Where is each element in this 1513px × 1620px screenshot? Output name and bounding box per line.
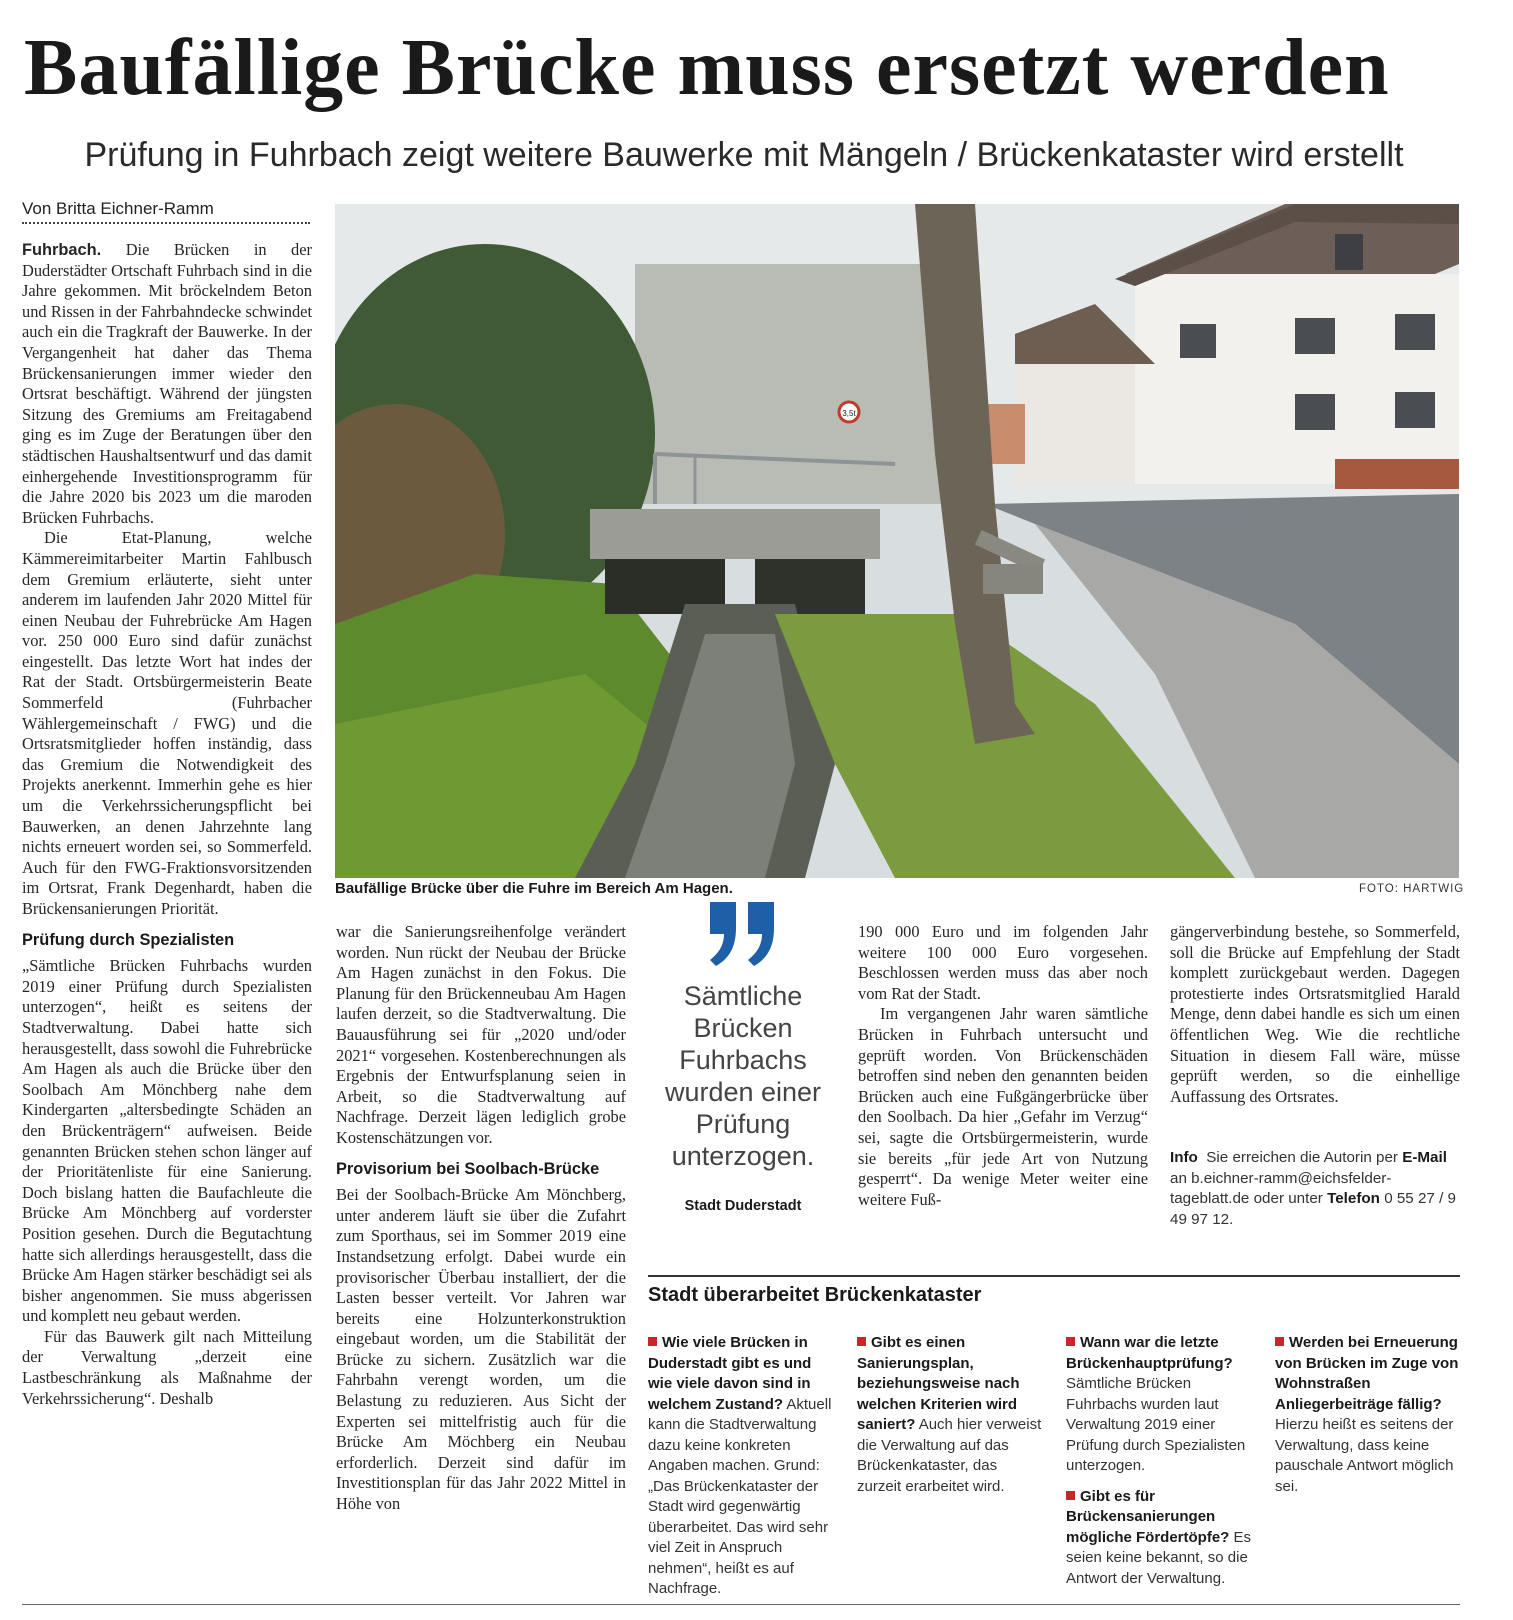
box-divider — [648, 1275, 1460, 1277]
paragraph: Für das Bauwerk gilt nach Mitteilung der Verwaltung „derzeit eine Lastbeschränkung als Maßnahme der Verkehrssicherung“. Deshalb — [22, 1326, 312, 1408]
subheading: Provisorium bei Soolbach-Brücke — [336, 1159, 600, 1178]
info-email-label: E-Mail — [1402, 1149, 1447, 1166]
article-column-3 — [858, 922, 1148, 1210]
headline: Baufällige Brücke muss ersetzt werden — [24, 24, 1390, 112]
paragraph: gängerverbindung bestehe, so Sommerfeld, soll die Brücke auf Empfehlung der Stadt komplett zurückgebaut werden. Dagegen protestierte indes Ortsratsmitglied Harald Menge, denn dabei handle es sich um einen öffentlichen Weg. Wie die rechtliche Situation in diesem Fall wäre, müsse geprüft werden, so die einhellige Auffassung des Ortsrates. — [1170, 922, 1460, 1106]
paragraph: war die Sanierungsreihenfolge verändert worden. Nun rückt der Neubau der Brücke Am Hagen zunächst in den Fokus. Die Planung für den Brückenneubau Am Hagen laufen derzeit, so die Stadtverwaltung. Die Bauausführung sei für „2020 und/oder 2021“ vorgesehen. Kostenberechnungen als Ergebnis der Entwurfsplanung seien in Arbeit, so die Stadtverwaltung auf Nachfrage. Derzeit lägen lediglich grobe Kostenschätzungen vor. — [336, 922, 626, 1147]
bottom-divider — [22, 1604, 1460, 1605]
paragraph: Bei der Soolbach-Brücke Am Mönchberg, unter anderem läuft sie über die Zufahrt zum Sporthaus, sei im Sommer 2019 eine Instandsetzung erfolgt. Dabei wurde ein provisorischer Überbau installiert, der die Lasten besser verteilt. Vor Jahren war bereits eine Holzunterkonstruktion eingebaut worden, um die Stabilität der Brücke zu sichern. Zusätzlich war die Fahrbahn verengt worden, um die Belastung zu reduzieren. Aus Sicht der Experten sei mittelfristig auch für die Brücke Am Möchberg ein Neubau erforderlich. Derzeit sind dafür im Investitionsplan für das Jahr 2022 Mittel in Höhe von — [336, 1185, 626, 1514]
faq-question: Gibt es einen Sanierungsplan, beziehungsweise nach welchen Kriterien wird saniert? — [857, 1334, 1020, 1433]
article-photo — [335, 204, 1459, 878]
faq-answer: Es seien keine bekannt, so die Antwort der Verwaltung. — [1066, 1528, 1252, 1587]
dateline: Fuhrbach. — [22, 241, 102, 259]
faq-column-1 — [648, 1333, 834, 1610]
subheadline: Prüfung in Fuhrbach zeigt weitere Bauwerke mit Mängeln / Brückenkataster wird erstellt — [84, 136, 1404, 174]
paragraph: Im vergangenen Jahr waren sämtliche Brücken in Fuhrbach untersucht und geprüft worden. Von Brückenschäden betroffen sind neben den genannten beiden Brücken auch eine Fußgängerbrücke über den Soolbach. Da hier „Gefahr im Verzug“ sei, sagte die Ortsbürgermeisterin, wurde sie bereits „für jede Art von Nutzung gesperrt“. Da wenige Meter weiter eine weitere Fuß- — [858, 1004, 1148, 1209]
paragraph: „Sämtliche Brücken Fuhrbachs wurden 2019 einer Prüfung durch Spezialisten unterzogen“, heißt es seitens der Stadtverwaltung. Dabei hatte sich herausgestellt, dass sowohl die Fuhrebrücke Am Hagen als auch die Brücke über den Soolbach Am Mönchberg nahe dem Kindergarten „altersbedingte Schäden an den Brückenträgern“ aufweisen. Beide genannten Brücken stehen schon länger auf der Prioritätenliste für eine Sanierung. Doch bislang hatten die Baufachleute die Brücke Am Mönchberg auf vorderster Position gesehen. Durch die Begutachtung hatte sich allerdings herausgestellt, dass die Brücke Am Hagen stärker beschädigt sei als bisher angenommen. Sie muss abgerissen und komplett neu gebaut werden. — [22, 956, 312, 1326]
paragraph: Die Etat-Planung, welche Kämmereimitarbeiter Martin Fahlbusch dem Gremium erläuterte, sieht unter anderem im laufenden Jahr 2020 Mittel für einen Neubau der Fuhrebrücke Am Hagen vor. 250 000 Euro sind dafür zunächst eingestellt. Das letzte Wort hat indes der Rat der Stadt. Ortsbürgermeisterin Beate Sommerfeld (Fuhrbacher Wählergemeinschaft / FWG) und die Ortsratsmitglieder hoffen inständig, dass das Gremium die Notwendigkeit des Projekts anerkennt. Immerhin gehe es hier um die Verkehrssicherungspflicht bei Bauwerken, an denen Jahrzehnte lang nichts erneuert worden sei, so Sommerfeld. Auch für den FWG-Fraktionsvorsitzenden im Ortsrat, Frank Degenhardt, haben die Brückensanierungen Priorität. — [22, 528, 312, 918]
sign-text: 3,5t — [842, 409, 856, 418]
info-email[interactable]: an b.eichner-ramm@eichsfelder-tageblatt.de oder unter — [1170, 1169, 1392, 1208]
faq-answer: Sämtliche Brücken Fuhrbachs wurden laut Verwaltung 2019 einer Prüfung durch Spezialisten unterzogen. — [1066, 1375, 1246, 1474]
paragraph: 190 000 Euro und im folgenden Jahr weitere 100 000 Euro vorgesehen. Beschlossen werden muss das aber noch vom Rat der Stadt. — [858, 922, 1148, 1003]
faq-answer: Aktuell kann die Stadtverwaltung dazu keine konkreten Angaben machen. Grund: „Das Brückenkataster der Stadt wird gegenwärtig überarbeitet. Das wird sehr viel Zeit in Anspruch nehmen“, heißt es auf Nachfrage. — [648, 1395, 832, 1597]
byline: Von Britta Eichner-Ramm — [22, 196, 310, 224]
article-column-1 — [22, 240, 312, 1409]
faq-question: Wann war die letzte Brückenhauptprüfung? — [1066, 1334, 1233, 1372]
pull-quote-source: Stadt Duderstadt — [684, 1198, 802, 1214]
article-column-2 — [336, 922, 626, 1515]
photo-credit: FOTO: HARTWIG — [1359, 883, 1465, 895]
faq-column-3 — [1066, 1333, 1252, 1599]
red-square-icon — [857, 1337, 866, 1346]
paragraph: Die Brücken in der Duderstädter Ortschaft Fuhrbach sind in die Jahre gekommen. Mit bröckelndem Beton und Rissen in der Fahrbahndecke schwindet auch ein die Tragkraft der Bauwerke. In der Vergangenheit hat daher das Thema Brückensanierungen immer wieder den Ortsrat beschäftigt. Während der jüngsten Sitzung des Gremiums am Freitagabend ging es im Zuge der Beratungen über den städtischen Haushaltsentwurf und das damit einhergehende Investitionsprogramm für die Jahre 2020 bis 2023 um die maroden Brücken Fuhrbachs. — [22, 240, 312, 527]
info-label: Info — [1170, 1149, 1198, 1166]
red-square-icon — [1275, 1337, 1284, 1346]
pull-quote: Sämtliche Brücken Fuhrbachs wurden einer Prüfung unterzogen. — [664, 981, 822, 1171]
info-phone: 0 55 27 / 9 49 97 12. — [1170, 1190, 1456, 1228]
red-square-icon — [1066, 1337, 1075, 1346]
faq-question: Gibt es für Brückensanierungen mögliche Fördertöpfe? — [1066, 1487, 1230, 1546]
info-phone-label: Telefon — [1327, 1190, 1380, 1208]
red-square-icon — [1066, 1491, 1075, 1500]
photo-caption: Baufällige Brücke über die Fuhre im Bereich Am Hagen. — [335, 880, 733, 897]
faq-answer: Hierzu heißt es seitens der Verwaltung, dass keine pauschale Antwort möglich sei. — [1275, 1416, 1454, 1495]
author-info — [1170, 1148, 1460, 1230]
faq-column-2 — [857, 1333, 1043, 1507]
quotation-mark-icon — [706, 900, 780, 972]
article-column-4 — [1170, 922, 1460, 1107]
box-title: Stadt überarbeitet Brückenkataster — [648, 1284, 982, 1306]
faq-question: Wie viele Brücken in Duderstadt gibt es und wie viele davon sind in welchem Zustand? — [648, 1334, 812, 1413]
faq-answer: Auch hier verweist die Verwaltung auf das Brückenkataster, das zurzeit erarbeitet wird. — [857, 1416, 1042, 1495]
subheading: Prüfung durch Spezialisten — [22, 930, 235, 949]
bridge-photo-illustration — [335, 204, 1459, 878]
faq-question: Werden bei Erneuerung von Brücken im Zuge von Wohnstraßen Anliegerbeiträge fällig? — [1275, 1334, 1459, 1413]
faq-column-4 — [1275, 1333, 1461, 1507]
info-text: Sie erreichen die Autorin per — [1206, 1149, 1398, 1166]
red-square-icon — [648, 1337, 657, 1346]
